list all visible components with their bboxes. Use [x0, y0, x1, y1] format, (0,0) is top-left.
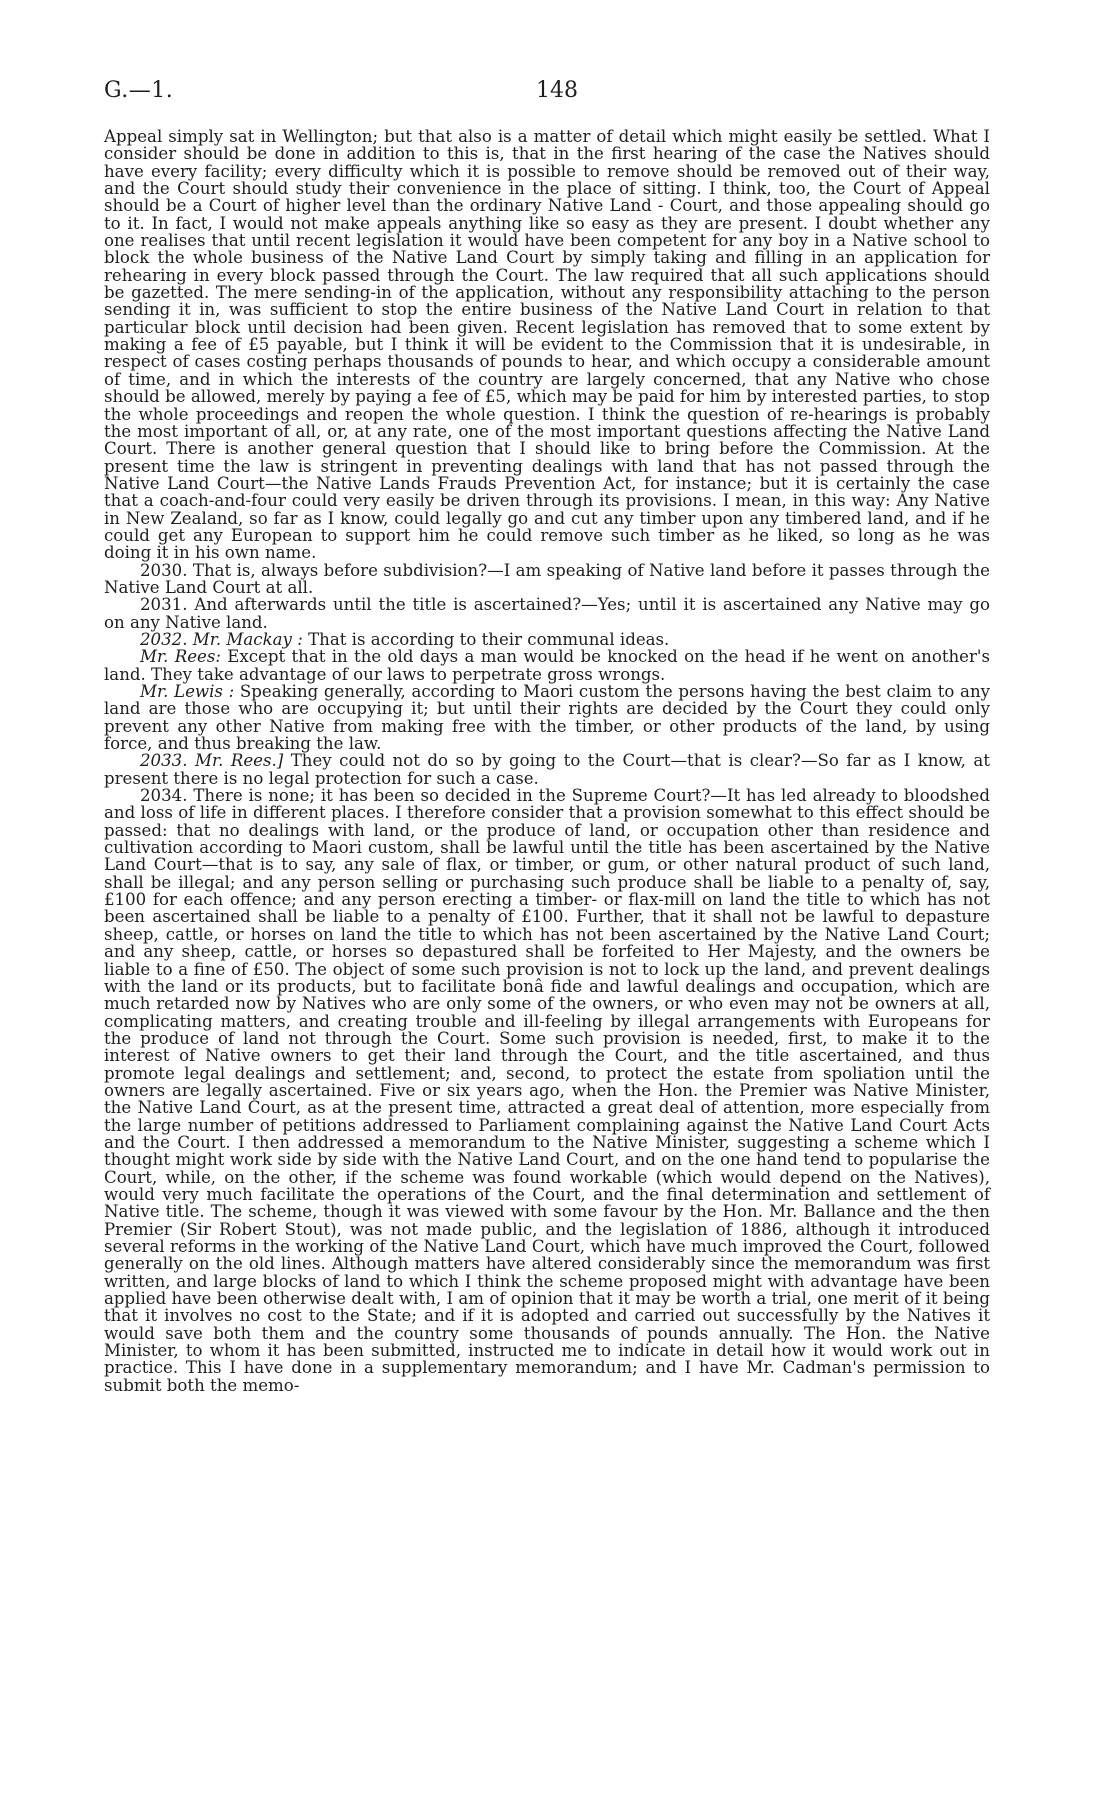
speaker-label: Mr. Lewis :: [140, 682, 235, 701]
paragraph-text: They could not do so by going to the Court—that is clear?—So far as I know, at present there is no legal protection for such a case.: [104, 751, 990, 788]
page-header: [104, 78, 990, 114]
paragraph-2032: [104, 631, 990, 648]
document-page: [104, 78, 990, 1394]
paragraph-2033: [104, 752, 990, 787]
paragraph-text: 2031. And afterwards until the title is ascertained?—Yes; until it is ascertained any Native may go on any Native land.: [104, 595, 990, 632]
paragraph-2030: [104, 562, 990, 597]
paragraph-rees: [104, 648, 990, 683]
paragraph-lewis: [104, 683, 990, 752]
page-number: 148: [536, 78, 578, 103]
paragraph-text: Except that in the old days a man would be knocked on the head if he went on another's land. They take advantage of our laws to perpetrate gross wrongs.: [104, 647, 991, 684]
speaker-label: Mr. Rees:: [140, 647, 221, 667]
paragraph-text: Appeal simply sat in Wellington; but that also is a matter of detail which might easily be settled. What I consider should be done in addition to this is, that in the first hearing of the case the Natives should have every facility; every difficulty which it is possible to remove should be removed out of their way, and the Court should study their convenience in the place of sitting. I think, too, the Court of Appeal should be a Court of higher level than the ordinary Native Land - Court, and those appealing should go to it. In fact, I would not make appeals anything like so easy as they are present. I doubt whether any one realises that until recent legislation it would have been competent for any boy in a Native school to block the whole business of the Native Land Court by simply taking and filling in an application for rehearing in every block passed through the Court. The law required that all such applications should be gazetted. The mere sending-in of the application, without any responsibility attaching to the person sending it in, was sufficient to stop the entire business of the Native Land Court in relation to that particular block until decision had been given. Recent legislation has removed that to some extent by making a fee of £5 payable, but I think it will be evident to the Commission that it is undesirable, in respect of cases costing perhaps thousands of pounds to hear, and which occupy a considerable amount of time, and in which the interests of the country are largely concerned, that any Native who chose should be allowed, merely by paying a fee of £5, which may be paid for him by interested parties, to stop the whole proceedings and reopen the whole question. I think the question of re-hearings is probably the most important of all, or, at any rate, one of the most important questions affecting the Native Land Court. There is another general question that I should like to bring before the Commission. At the present time the law is stringent in preventing dealings with land that has not passed through the Native Land Court—the Native Lands Frauds Prevention Act, for instance; but it is certainly the case that a coach-and-four could very easily be driven through its provisions. I mean, in this way: Any Native in New Zealand, so far as I know, could legally go and cut any timber upon any timbered land, and if he could get any European to support him he could remove such timber as he liked, so long as he was doing it in his own name.: [104, 127, 990, 563]
speaker-label: 2033. Mr. Rees.]: [140, 751, 284, 771]
speaker-label: 2032. Mr. Mackay :: [140, 629, 303, 649]
paragraph-continued: [104, 128, 990, 562]
body-text: [104, 128, 990, 1394]
paragraph-2031: [104, 596, 990, 631]
paragraph-text: 2034. There is none; it has been so decided in the Supreme Court?—It has led already to bloodshed and loss of life in different places. I therefore consider that a provision somewhat to this effect should be passed: that no dealings with land, or the produce of land, or occupation other than residence and cultivation according to Maori custom, shall be lawful until the title has been ascertained by the Native Land Court—that is to say, any sale of flax, or timber, or gum, or other natural product of such land, shall be illegal; and any person selling or purchasing such produce shall be liable to a penalty of, say, £100 for each offence; and any person erecting a timber- or flax-mill on land the title to which has not been ascertained shall be liable to a penalty of £100. Further, that it shall not be lawful to depasture sheep, cattle, or horses on land the title to which has not been ascertained by the Native Land Court; and any sheep, cattle, or horses so depastured shall be forfeited to Her Majesty, and the owners be liable to a fine of £50. The object of some such provision is not to lock up the land, and prevent dealings with the land or its products, but to facilitate bonâ fide and lawful dealings and occupation, which are much retarded now by Natives who are only some of the owners, or who even may not be owners at all, complicating matters, and creating trouble and ill-feeling by illegal arrangements with Europeans for the produce of land not through the Court. Some such provision is needed, first, to make it to the interest of Native owners to get their land through the Court, and the title ascertained, and thus promote legal dealings and settlement; and, second, to protect the estate from spoliation until the owners are legally ascertained. Five or six years ago, when the Hon. the Premier was Native Minister, the Native Land Court, as at the present time, attracted a great deal of attention, more especially from the large number of petitions addressed to Parliament complaining against the Native Land Court Acts and the Court. I then addressed a memorandum to the Native Minister, suggesting a scheme which I thought might work side by side with the Native Land Court, and on the one hand tend to popularise the Court, while, on the other, if the scheme was found workable (which would depend on the Natives), would very much facilitate the operations of the Court, and the final determination and settlement of Native title. The scheme, though it was viewed with some favour by the Hon. Mr. Ballance and the then Premier (Sir Robert Stout), was not made public, and the legislation of 1886, although it introduced several reforms in the working of the Native Land Court, which have much improved the Court, followed generally on the old lines. Although matters have altered considerably since the memorandum was first written, and large blocks of land to which I think the scheme proposed might with advantage have been applied have been otherwise dealt with, I am of opinion that it may be worth a trial, one merit of it being that it involves no cost to the State; and if it is adopted and carried out successfully by the Natives it would save both them and the country some thousands of pounds annually. The Hon. the Native Minister, to whom it has been submitted, instructed me to indicate in detail how it would work out in practice. This I have done in a supplementary memorandum; and I have Mr. Cadman's permission to submit both the memo-: [104, 786, 990, 1395]
paragraph-text: 2030. That is, always before subdivision?—I am speaking of Native land before it passes through the Native Land Court at all.: [104, 560, 990, 597]
paragraph-2034: [104, 787, 990, 1394]
document-reference: G.—1.: [104, 78, 174, 103]
paragraph-text: That is according to their communal ideas.: [302, 629, 670, 649]
paragraph-text: Speaking generally, according to Maori custom the persons having the best claim to any land are those who are occupying it; but until their rights are decided by the Court they could only prevent any other Native from making free with the timber, or other products of the land, by using force, and thus breaking the law.: [104, 682, 991, 754]
